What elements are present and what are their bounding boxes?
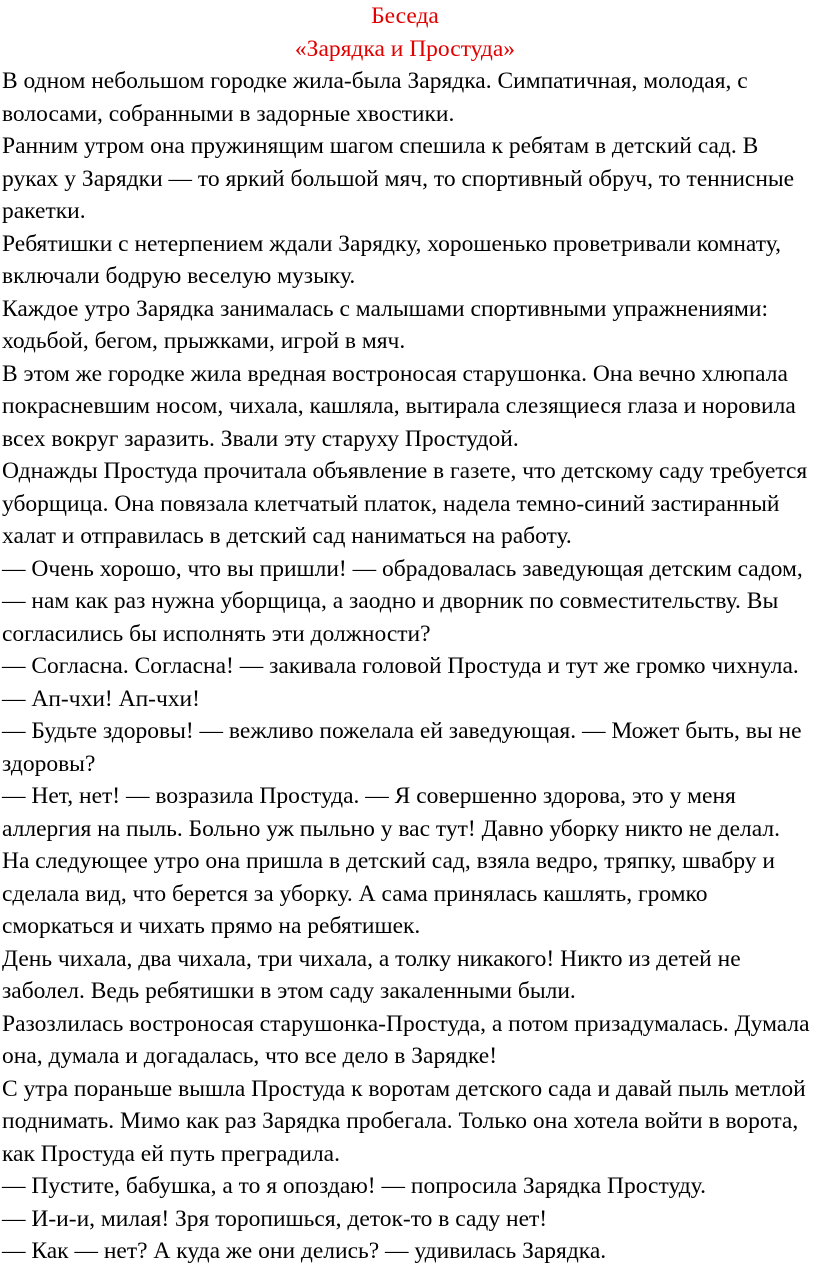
paragraph: С утра пораньше вышла Простуда к воротам детского сада и давай пыль метлой поднимать. Мимо как раз Зарядка пробегала. Только она хотела войти в ворота, как Простуда ей путь преградила. (2, 1075, 806, 1167)
paragraph: В этом же городке жила вредная востроносая старушонка. Она вечно хлюпала покрасневшим носом, чихала, кашляла, вытирала слезящиеся глаза и норовила всех вокруг заразить. Звали эту старуху Простудой. (2, 360, 796, 452)
paragraph: Однажды Простуда прочитала объявление в газете, что детскому саду требуется уборщица. Она повязала клетчатый платок, надела темно-синий застиранный халат и отправилась в детский сад наниматься на работу. (2, 458, 808, 549)
paragraph: — И-и-и, милая! Зря торопишься, деток-то в саду нет! (2, 1205, 548, 1232)
paragraph: — Согласна. Согласна! — закивала головой Простуда и тут же громко чихнула. — Ап-чхи! Ап-чхи! (2, 653, 799, 712)
document-title (0, 0, 816, 65)
document-page (2, 0, 816, 1268)
paragraph: — Пустите, бабушка, а то я опоздаю! — попросила Зарядка Простуду. (2, 1173, 706, 1199)
paragraph: В одном небольшом городке жила-была Зарядка. Симпатичная, молодая, с волосами, собранными в задорные хвостики. (2, 68, 748, 127)
paragraph: Ранним утром она пружинящим шагом спешила к ребятам в детский сад. В руках у Зарядки — то яркий большой мяч, то спортивный обруч, то теннисные ракетки. (2, 133, 795, 224)
paragraph: — Нет, нет! — возразила Простуда. — Я совершенно здорова, это у меня аллергия на пыль. Больно уж пыльно у вас тут! Давно уборку никто не делал. (2, 783, 781, 842)
paragraph: Разозлилась востроносая старушонка-Простуда, а потом призадумалась. Думала она, думала и догадалась, что все дело в Зарядке! (2, 1010, 810, 1069)
title-line-1: Беседа (371, 3, 439, 29)
paragraph: — Очень хорошо, что вы пришли! — обрадовалась заведующая детским садом, — нам как раз нужна уборщица, а заодно и дворник по совместительству. Вы согласились бы исполнять эти должности? (2, 555, 803, 647)
story-body (2, 65, 816, 1268)
paragraph: — Будьте здоровы! — вежливо пожелала ей заведующая. — Может быть, вы не здоровы? (2, 718, 802, 777)
paragraph: Каждое утро Зарядка занималась с малышами спортивными упражнениями: ходьбой, бегом, прыжками, игрой в мяч. (2, 295, 769, 354)
paragraph: — Как — нет? А куда же они делись? — удивилась Зарядка. (2, 1238, 607, 1264)
paragraph: На следующее утро она пришла в детский сад, взяла ведро, тряпку, швабру и сделала вид, что берется за уборку. А сама принялась кашлять, громко сморкаться и чихать прямо на ребятишек. (2, 848, 775, 939)
paragraph: День чихала, два чихала, три чихала, а толку никакого! Никто из детей не заболел. Ведь ребятишки в этом саду закаленными были. (2, 945, 741, 1004)
paragraph: Ребятишки с нетерпением ждали Зарядку, хорошенько проветривали комнату, включали бодрую веселую музыку. (2, 230, 781, 289)
title-line-2: «Зарядка и Простуда» (294, 35, 516, 62)
